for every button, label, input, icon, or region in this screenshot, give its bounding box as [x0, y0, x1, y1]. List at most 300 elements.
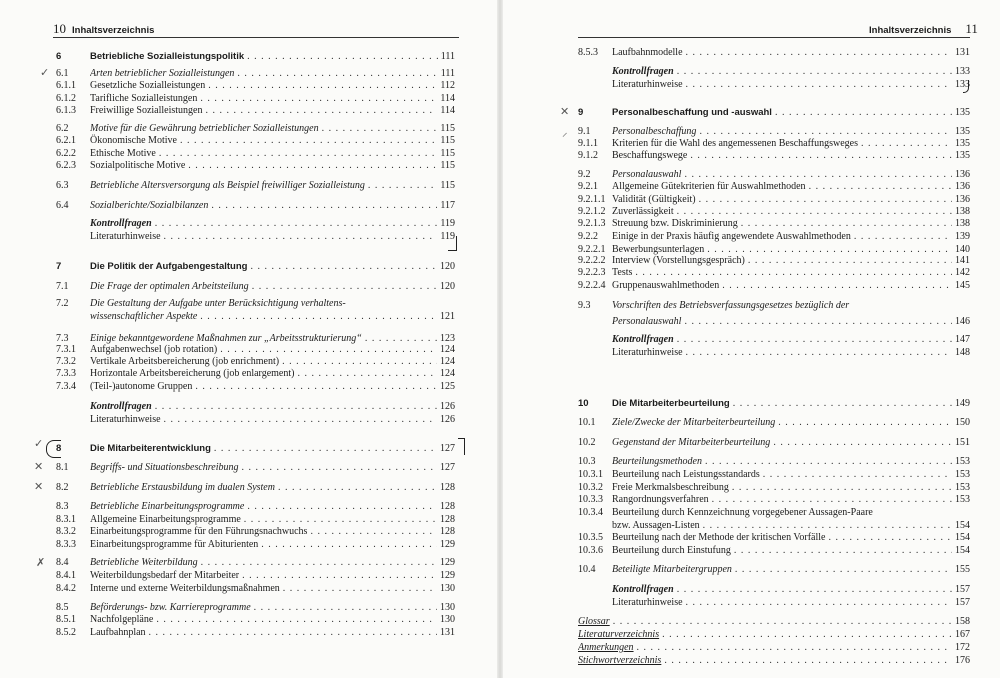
toc-entry-title: Betriebliche Einarbeitungsprogramme — [90, 501, 245, 512]
toc-entry-title: Beurteilung nach Leistungsstandards — [612, 469, 760, 480]
toc-entry-number: 10 — [578, 398, 589, 409]
toc-page-number: 127 — [440, 462, 455, 473]
toc-entry-line — [612, 436, 970, 450]
toc-entry-number: 8.5.1 — [56, 614, 76, 625]
left-header-title: Inhaltsverzeichnis — [72, 25, 155, 36]
toc-entry — [0, 79, 500, 93]
toc-page-number: 147 — [955, 334, 970, 345]
toc-entry-line — [90, 217, 455, 231]
toc-page-number: 131 — [955, 47, 970, 58]
toc-entry-title: Literaturhinweise — [612, 79, 683, 90]
handwritten-cross-mark: ✕ — [34, 460, 44, 473]
toc-entry-title: Horizontale Arbeitsbereicherung (job enlargement) — [90, 368, 295, 379]
toc-entry-sub — [0, 230, 500, 244]
toc-page-number: 126 — [440, 401, 455, 412]
toc-entry-number: 9.2.1 — [578, 181, 598, 192]
toc-entry-number: 9.1.2 — [578, 150, 598, 161]
toc-entry-title: Ziele/Zwecke der Mitarbeiterbeurteilung — [612, 417, 776, 428]
toc-entry-title: Laufbahnplan — [90, 627, 146, 638]
toc-page-number: 119 — [440, 218, 455, 229]
dot-leader — [297, 367, 437, 381]
toc-page-number: 129 — [440, 570, 455, 581]
right-page — [500, 0, 1000, 678]
toc-entry-title: Betriebliche Sozialleistungspolitik — [90, 51, 245, 62]
toc-entry-line — [90, 613, 455, 627]
toc-page-number: 112 — [440, 80, 455, 91]
toc-entry-title: Motive für die Gewährung betrieblicher Sozialleistungen — [90, 123, 319, 134]
dot-leader — [155, 400, 437, 414]
handwritten-bracket — [458, 438, 465, 455]
toc-page-number: 153 — [955, 482, 970, 493]
dot-leader — [261, 538, 437, 552]
toc-entry-line — [612, 563, 970, 577]
dot-leader — [741, 217, 952, 231]
dot-leader — [677, 65, 952, 79]
toc-page-number: 154 — [955, 545, 970, 556]
toc-entry-number: 6.1 — [56, 68, 69, 79]
toc-entry-number: 9.1 — [578, 126, 591, 137]
toc-entry-title: Betriebliche Altersversorgung als Beispiel freiwilliger Sozialleistung — [90, 180, 365, 191]
dot-leader — [278, 481, 437, 495]
toc-page-number: 125 — [440, 381, 455, 392]
toc-entry-line — [90, 582, 455, 596]
toc-page-number: 120 — [440, 281, 455, 292]
toc-entry-line — [90, 260, 455, 274]
toc-entry — [0, 260, 500, 274]
toc-entry-title: Personalauswahl — [612, 316, 682, 327]
toc-entry — [500, 455, 1000, 469]
toc-entry-sub — [500, 333, 1000, 347]
toc-entry-number: 7.1 — [56, 281, 69, 292]
dot-leader — [252, 280, 437, 294]
toc-page-number: 114 — [440, 93, 455, 104]
dot-leader — [180, 134, 437, 148]
toc-entry-title: Vorschriften des Betriebsverfassungsgesetzes bezüglich der — [612, 300, 850, 311]
dot-leader — [188, 159, 437, 173]
toc-entry-number: 7.3.1 — [56, 344, 76, 355]
toc-entry-number: 10.3.1 — [578, 469, 603, 480]
toc-entry — [500, 531, 1000, 545]
toc-entry-title: Ethische Motive — [90, 148, 156, 159]
toc-entry-title: Begriffs- und Situationsbeschreibung — [90, 462, 239, 473]
toc-entry-line — [90, 380, 455, 394]
toc-entry-title: Kontrollfragen — [90, 401, 152, 412]
toc-entry — [0, 481, 500, 495]
dot-leader — [310, 525, 437, 539]
toc-entry-line — [90, 159, 455, 173]
dot-leader — [211, 199, 437, 213]
toc-entry-number: 7 — [56, 261, 62, 272]
toc-entry-title: Personalbeschaffung und -auswahl — [612, 107, 772, 118]
toc-entry-sub — [0, 400, 500, 414]
toc-entry-sub — [500, 615, 1000, 629]
toc-entry-title: (Teil-)autonome Gruppen — [90, 381, 193, 392]
toc-entry-title: Sozialberichte/Sozialbilanzen — [90, 200, 209, 211]
dot-leader — [164, 230, 438, 244]
toc-page-number: 136 — [955, 194, 970, 205]
toc-entry-line — [90, 179, 455, 193]
toc-page-number: 155 — [955, 564, 970, 575]
toc-entry-sub — [0, 310, 500, 324]
dot-leader — [690, 149, 952, 163]
toc-page-number: 151 — [955, 437, 970, 448]
toc-entry-line — [578, 615, 970, 629]
toc-entry-line — [612, 468, 970, 482]
toc-entry-title: Laufbahnmodelle — [612, 47, 683, 58]
toc-page-number: 115 — [440, 148, 455, 159]
toc-page-number: 111 — [440, 51, 455, 62]
toc-page-number: 115 — [440, 160, 455, 171]
toc-entry-title: Interview (Vorstellungsgespräch) — [612, 255, 745, 266]
toc-page-number: 127 — [440, 443, 455, 454]
toc-entry — [500, 180, 1000, 194]
dot-leader — [686, 596, 952, 610]
dot-leader — [735, 563, 952, 577]
dot-leader — [778, 416, 952, 430]
dot-leader — [247, 50, 438, 64]
toc-page-number: 150 — [955, 417, 970, 428]
toc-entry — [0, 538, 500, 552]
toc-entry — [0, 380, 500, 394]
toc-entry-number: 10.3.2 — [578, 482, 603, 493]
toc-entry-sub — [500, 628, 1000, 642]
toc-entry — [500, 217, 1000, 231]
toc-entry-line — [612, 493, 970, 507]
toc-page-number: 117 — [440, 200, 455, 211]
dot-leader — [155, 217, 438, 231]
toc-entry-number: 9.2.1.3 — [578, 218, 606, 229]
toc-entry-number: 10.4 — [578, 564, 596, 575]
toc-entry-line — [90, 400, 455, 414]
toc-entry-number: 10.3.5 — [578, 532, 603, 543]
toc-entry-title: Streuung bzw. Diskriminierung — [612, 218, 738, 229]
dot-leader — [775, 106, 952, 120]
toc-entry-title: Literaturhinweise — [90, 414, 161, 425]
toc-entry-line — [612, 455, 970, 469]
toc-entry-title: Stichwortverzeichnis — [578, 655, 662, 666]
dot-leader — [200, 310, 437, 324]
toc-entry-line — [612, 217, 970, 231]
toc-entry-number: 8.3.1 — [56, 514, 76, 525]
dot-leader — [734, 544, 952, 558]
toc-entry — [500, 416, 1000, 430]
toc-entry-number: 9.3 — [578, 300, 591, 311]
toc-entry-title: Literaturverzeichnis — [578, 629, 660, 640]
toc-entry-line — [90, 626, 455, 640]
toc-entry-title: Kontrollfragen — [612, 584, 674, 595]
dot-leader — [283, 582, 437, 596]
toc-entry-number: 6.4 — [56, 200, 69, 211]
dot-leader — [664, 654, 952, 668]
dot-leader — [195, 380, 437, 394]
toc-entry — [0, 525, 500, 539]
toc-entry — [0, 556, 500, 570]
toc-page-number: 115 — [440, 135, 455, 146]
toc-entry-title: Personalauswahl — [612, 169, 682, 180]
toc-entry — [500, 279, 1000, 293]
toc-entry — [0, 199, 500, 213]
toc-page-number: 148 — [955, 347, 970, 358]
right-toc — [500, 0, 1000, 678]
dot-leader — [250, 260, 437, 274]
toc-page-number: 154 — [955, 532, 970, 543]
toc-entry-number: 9.2.2.2 — [578, 255, 606, 266]
toc-entry — [0, 613, 500, 627]
toc-entry-line — [612, 346, 970, 360]
toc-entry-line — [578, 654, 970, 668]
toc-entry-number: 9.2.1.1 — [578, 194, 606, 205]
right-header-title: Inhaltsverzeichnis — [869, 25, 952, 36]
toc-entry-number: 6 — [56, 51, 62, 62]
toc-entry-number: 8.2 — [56, 482, 69, 493]
toc-entry-number: 8.5 — [56, 602, 69, 613]
dot-leader — [201, 556, 437, 570]
handwritten-tick-mark: ⸝ — [562, 126, 568, 139]
toc-entry — [500, 230, 1000, 244]
toc-entry-line — [612, 333, 970, 347]
toc-page-number: 131 — [440, 627, 455, 638]
toc-entry-number: 6.3 — [56, 180, 69, 191]
toc-entry — [0, 626, 500, 640]
toc-entry-number: 7.3 — [56, 333, 69, 344]
toc-entry-title: Gesetzliche Sozialleistungen — [90, 80, 206, 91]
dot-leader — [686, 46, 952, 60]
handwritten-circle-mark — [46, 440, 61, 458]
toc-entry-title: Tarifliche Sozialleistungen — [90, 93, 198, 104]
toc-entry — [0, 582, 500, 596]
toc-page-number: 119 — [440, 231, 455, 242]
dot-leader — [208, 79, 437, 93]
toc-entry-title: Aufgabenwechsel (job rotation) — [90, 344, 218, 355]
toc-entry-title: Kriterien für die Wahl des angemessenen Beschaffungsweges — [612, 138, 858, 149]
toc-entry-sub — [500, 78, 1000, 92]
toc-entry-line — [90, 538, 455, 552]
toc-page-number: 126 — [440, 414, 455, 425]
toc-entry-number: 8.3.2 — [56, 526, 76, 537]
toc-entry-line — [612, 149, 970, 163]
toc-entry-line — [612, 544, 970, 558]
toc-entry-title: Beschaffungswege — [612, 150, 688, 161]
toc-entry-sub — [500, 65, 1000, 79]
toc-entry-title: Beteiligte Mitarbeitergruppen — [612, 564, 732, 575]
toc-page-number: 138 — [955, 218, 970, 229]
toc-entry — [500, 397, 1000, 411]
toc-page-number: 130 — [440, 583, 455, 594]
toc-entry-line — [612, 531, 970, 545]
dot-leader — [773, 436, 952, 450]
toc-entry-title: Validität (Gültigkeit) — [612, 194, 696, 205]
toc-entry-title: Betriebliche Erstausbildung im dualen System — [90, 482, 275, 493]
toc-page-number: 141 — [955, 255, 970, 266]
toc-entry-title: Beurteilung nach der Methode der kritischen Vorfälle — [612, 532, 826, 543]
toc-entry-number: 8.4 — [56, 557, 69, 568]
toc-entry-line — [612, 65, 970, 79]
dot-leader — [733, 397, 952, 411]
toc-entry-line — [612, 230, 970, 244]
toc-entry-line — [90, 461, 455, 475]
dot-leader — [247, 500, 437, 514]
toc-entry-line — [90, 310, 455, 324]
toc-entry-number: 6.2.2 — [56, 148, 76, 159]
toc-page-number: 128 — [440, 526, 455, 537]
toc-entry-number: 8 — [56, 443, 62, 454]
toc-entry — [0, 50, 500, 64]
toc-entry-title: Einarbeitungsprogramme für Abiturienten — [90, 539, 259, 550]
toc-entry — [500, 106, 1000, 120]
toc-entry — [500, 149, 1000, 163]
dot-leader — [242, 461, 437, 475]
dot-leader — [809, 180, 952, 194]
toc-page-number: 129 — [440, 557, 455, 568]
toc-page-number: 130 — [440, 602, 455, 613]
dot-leader — [242, 569, 437, 583]
toc-entry — [500, 506, 1000, 520]
toc-entry-title: Anmerkungen — [578, 642, 634, 653]
toc-entry — [0, 134, 500, 148]
toc-page-number: 153 — [955, 494, 970, 505]
toc-page-number: 167 — [955, 629, 970, 640]
toc-entry-line — [578, 628, 970, 642]
toc-page-number: 136 — [955, 169, 970, 180]
toc-entry — [500, 46, 1000, 60]
toc-entry — [0, 569, 500, 583]
toc-entry-title: Beurteilung durch Einstufung — [612, 545, 731, 556]
handwritten-check-mark: ✓ — [40, 66, 50, 79]
dot-leader — [662, 628, 952, 642]
toc-page-number: 139 — [955, 231, 970, 242]
dot-leader — [686, 78, 952, 92]
dot-leader — [677, 333, 952, 347]
dot-leader — [149, 626, 437, 640]
toc-page-number: 114 — [440, 105, 455, 116]
dot-leader — [164, 413, 437, 427]
toc-entry-sub — [500, 641, 1000, 655]
toc-page-number: 124 — [440, 356, 455, 367]
dot-leader — [828, 531, 952, 545]
toc-entry-number: 9.2.2.1 — [578, 244, 606, 255]
toc-entry — [0, 159, 500, 173]
toc-page-number: 115 — [440, 180, 455, 191]
left-page-number: 10 — [53, 21, 66, 36]
toc-entry-number: 8.3.3 — [56, 539, 76, 550]
toc-page-number: 133 — [955, 79, 970, 90]
toc-entry-number: 10.2 — [578, 437, 596, 448]
toc-entry-title: Glossar — [578, 616, 610, 627]
toc-entry-title: Interne und externe Weiterbildungsmaßnahmen — [90, 583, 280, 594]
toc-entry-line — [612, 315, 970, 329]
toc-entry-line — [90, 230, 455, 244]
toc-entry-title: Literaturhinweise — [612, 597, 683, 608]
toc-entry-title: Betriebliche Weiterbildung — [90, 557, 198, 568]
toc-entry-title: Kontrollfragen — [90, 218, 152, 229]
toc-entry-title: Beförderungs- bzw. Karriereprogramme — [90, 602, 251, 613]
toc-page-number: 124 — [440, 368, 455, 379]
toc-entry-sub — [500, 346, 1000, 360]
toc-page-number: 135 — [955, 107, 970, 118]
dot-leader — [722, 279, 952, 293]
toc-entry-line — [90, 199, 455, 213]
toc-entry-number: 8.5.3 — [578, 47, 598, 58]
toc-entry — [0, 297, 500, 311]
toc-entry-number: 9.2.2.3 — [578, 267, 606, 278]
dot-leader — [684, 315, 952, 329]
toc-entry-line — [90, 134, 455, 148]
toc-page-number: 128 — [440, 514, 455, 525]
toc-entry-line — [90, 104, 455, 118]
toc-entry-title: Die Mitarbeiterentwicklung — [90, 443, 211, 454]
handwritten-cross-mark: ✕ — [560, 105, 570, 118]
toc-entry-number: 7.3.2 — [56, 356, 76, 367]
toc-entry — [0, 461, 500, 475]
toc-entry — [500, 299, 1000, 313]
toc-page-number: 153 — [955, 469, 970, 480]
toc-page-number: 145 — [955, 280, 970, 291]
toc-entry-title: Nachfolgepläne — [90, 614, 154, 625]
toc-entry-number: 6.2.1 — [56, 135, 76, 146]
toc-entry-title: wissenschaftlicher Aspekte — [90, 311, 198, 322]
toc-page-number: 123 — [440, 333, 455, 344]
toc-entry-sub — [500, 315, 1000, 329]
toc-entry-number: 10.3 — [578, 456, 596, 467]
toc-entry-line — [612, 279, 970, 293]
toc-entry-number: 6.2.3 — [56, 160, 76, 171]
toc-entry-line — [612, 46, 970, 60]
toc-entry-number: 6.1.2 — [56, 93, 76, 104]
dot-leader — [854, 230, 952, 244]
toc-entry-line — [90, 442, 455, 456]
toc-page-number: 158 — [955, 616, 970, 627]
toc-entry-title: Gegenstand der Mitarbeiterbeurteilung — [612, 437, 771, 448]
toc-entry-line — [90, 413, 455, 427]
toc-entry-title: Einige bekanntgewordene Maßnahmen zur „Arbeitsstrukturierung“ — [90, 333, 362, 344]
toc-page-number: 176 — [955, 655, 970, 666]
toc-page-number: 130 — [440, 614, 455, 625]
toc-entry-title: Allgemeine Einarbeitungsprogramme — [90, 514, 241, 525]
toc-page-number: 146 — [955, 316, 970, 327]
toc-page-number: 136 — [955, 181, 970, 192]
toc-entry-line — [90, 525, 455, 539]
toc-entry-line — [90, 367, 455, 381]
toc-entry-title: Beurteilungsmethoden — [612, 456, 702, 467]
toc-entry-number: 8.3 — [56, 501, 69, 512]
toc-page-number: 154 — [955, 520, 970, 531]
toc-page-number: 157 — [955, 597, 970, 608]
toc-entry-number: 8.5.2 — [56, 627, 76, 638]
toc-entry-title: Einige in der Praxis häufig angewendete Auswahlmethoden — [612, 231, 851, 242]
toc-entry-number: 8.4.2 — [56, 583, 76, 594]
toc-page-number: 128 — [440, 501, 455, 512]
toc-entry-number: 9.1.1 — [578, 138, 598, 149]
handwritten-cross-mark: ✕ — [34, 480, 44, 493]
toc-entry-line — [612, 266, 970, 280]
dot-leader — [686, 346, 952, 360]
toc-page-number: 124 — [440, 344, 455, 355]
toc-entry-title: Gruppenauswahlmethoden — [612, 280, 720, 291]
toc-page-number: 135 — [955, 138, 970, 149]
toc-entry-title: Beurteilung durch Kennzeichnung vorgegebener Aussagen-Paare — [612, 507, 873, 518]
handwritten-cross-mark: ✗ — [36, 556, 46, 569]
toc-entry-line — [612, 596, 970, 610]
toc-entry-line — [90, 481, 455, 495]
toc-page-number: 115 — [440, 123, 455, 134]
toc-entry-title: Arten betrieblicher Sozialleistungen — [90, 68, 235, 79]
toc-entry — [0, 280, 500, 294]
toc-entry-number: 7.3.3 — [56, 368, 76, 379]
dot-leader — [205, 104, 437, 118]
toc-entry-number: 10.1 — [578, 417, 596, 428]
toc-entry-sub — [500, 596, 1000, 610]
toc-entry-number: 10.3.3 — [578, 494, 603, 505]
